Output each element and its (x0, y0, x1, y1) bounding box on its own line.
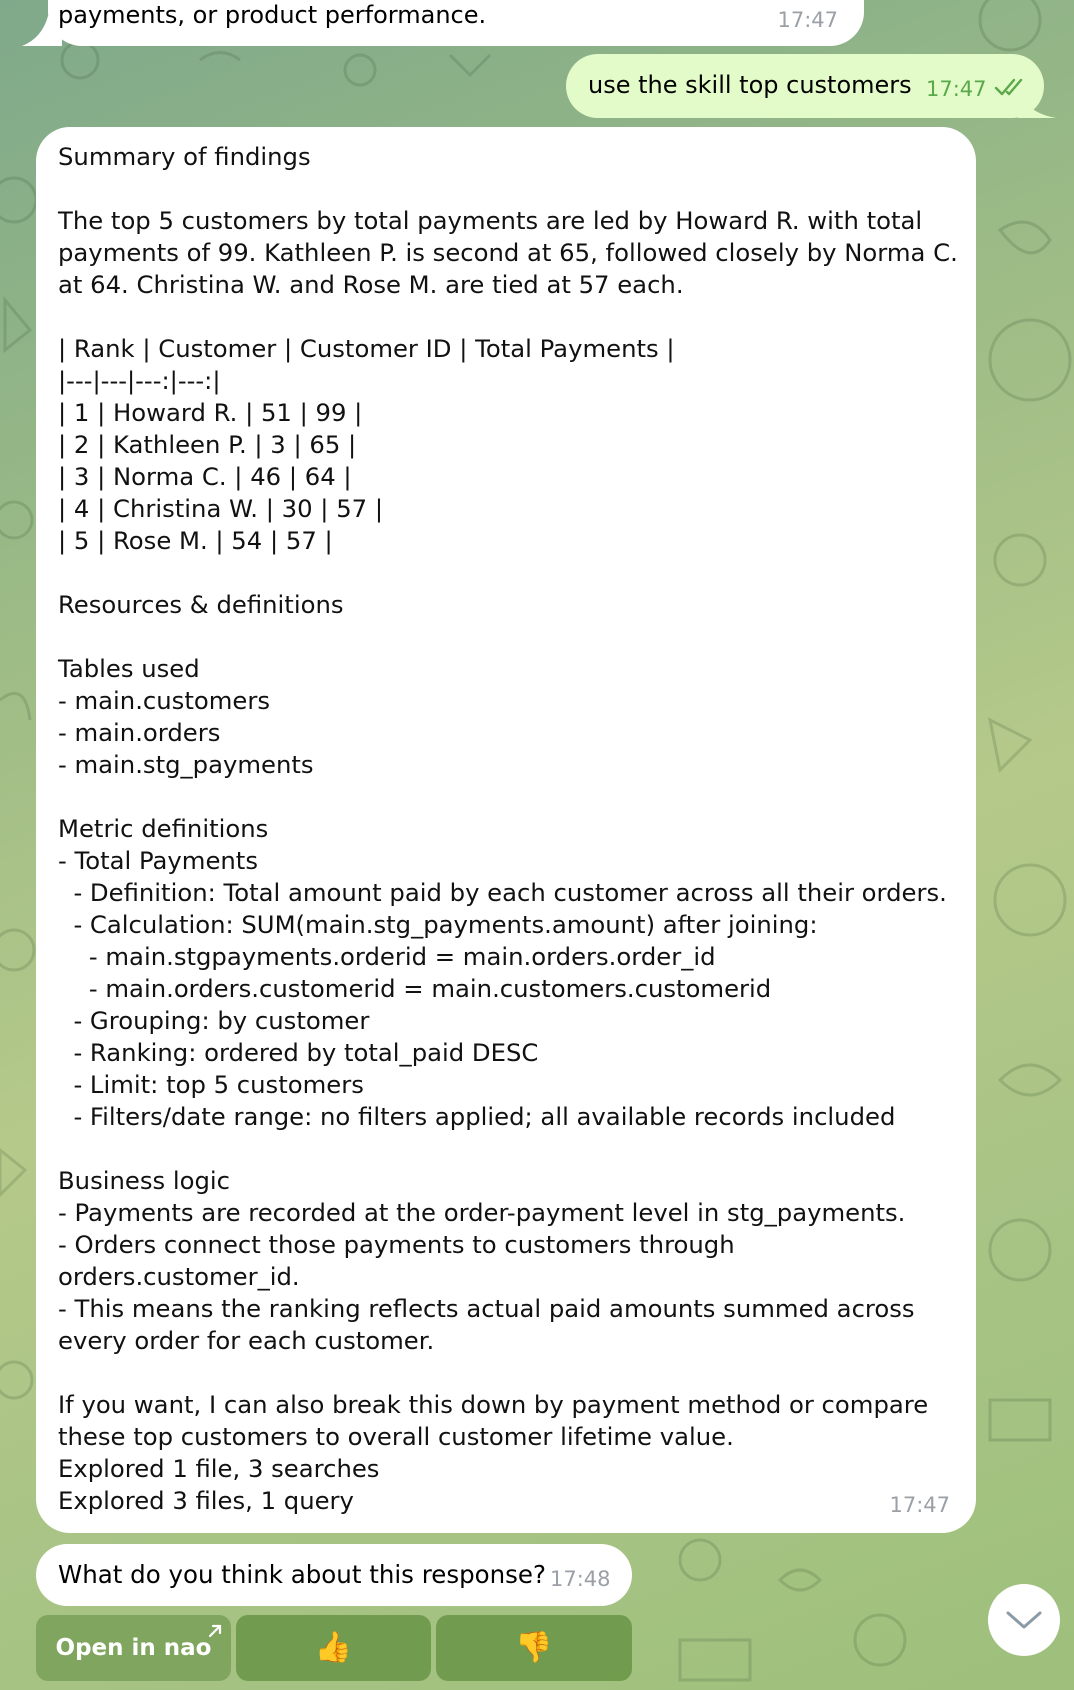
external-link-icon (207, 1623, 223, 1639)
thumbs-up-button[interactable] (236, 1615, 431, 1681)
message-line: Resources & definitions (58, 590, 344, 619)
message-line: - Total Payments (58, 846, 258, 875)
message-line: The top 5 customers by total payments are led by Howard R. with total (58, 206, 923, 235)
message-line: Explored 1 file, 3 searches (58, 1454, 380, 1483)
chevron-down-icon (1004, 1608, 1044, 1632)
bot-response-message (36, 127, 976, 1533)
feedback-question-message (36, 1544, 632, 1606)
message-line: payments of 99. Kathleen P. is second at 65, followed closely by Norma C. (58, 238, 958, 267)
message-line: | 1 | Howard R. | 51 | 99 | (58, 398, 363, 427)
message-line: | 5 | Rose M. | 54 | 57 | (58, 526, 333, 555)
thumbs-down-button[interactable] (436, 1615, 632, 1681)
message-line: - main.orders (58, 718, 221, 747)
outgoing-message (566, 54, 1044, 118)
previous-incoming-message (48, 0, 864, 46)
message-line (58, 301, 958, 333)
message-line: orders.customer_id. (58, 1262, 300, 1291)
message-line: Explored 3 files, 1 query (58, 1486, 354, 1515)
message-line (58, 621, 958, 653)
message-line: - Orders connect those payments to customers through (58, 1230, 735, 1259)
message-line: |---|---|---:|---:| (58, 366, 221, 395)
message-line: Metric definitions (58, 814, 269, 843)
feedback-question-text: What do you think about this response? (58, 1560, 546, 1589)
outgoing-message-text: use the skill top customers (588, 71, 912, 99)
bot-response-time: 17:47 (889, 1493, 950, 1517)
message-line: Summary of findings (58, 142, 311, 171)
message-line: Business logic (58, 1166, 231, 1195)
message-line: - Limit: top 5 customers (58, 1070, 364, 1099)
feedback-question-time: 17:48 (550, 1567, 611, 1591)
open-in-nao-button[interactable] (36, 1615, 231, 1681)
message-line: | 4 | Christina W. | 30 | 57 | (58, 494, 384, 523)
message-line: - main.stgpayments.orderid = main.orders.order_id (58, 942, 716, 971)
outgoing-message-time: 17:47 (926, 77, 987, 101)
message-line (58, 173, 958, 205)
message-line: If you want, I can also break this down by payment method or compare (58, 1390, 929, 1419)
message-line: - main.orders.customerid = main.customers.customerid (58, 974, 772, 1003)
thumbs-down-icon: 👎 (515, 1630, 553, 1665)
message-line: - Ranking: ordered by total_paid DESC (58, 1038, 539, 1067)
double-check-icon (994, 76, 1028, 98)
message-line: - main.customers (58, 686, 270, 715)
thumbs-up-icon: 👍 (314, 1630, 353, 1665)
message-line: - Calculation: SUM(main.stg_payments.amount) after joining: (58, 910, 818, 939)
open-in-nao-label: Open in nao (55, 1635, 212, 1661)
message-line: - Grouping: by customer (58, 1006, 370, 1035)
message-line: | 3 | Norma C. | 46 | 64 | (58, 462, 352, 491)
message-line: - Payments are recorded at the order-payment level in stg_payments. (58, 1198, 906, 1227)
message-line (58, 781, 958, 813)
message-line: every order for each customer. (58, 1326, 435, 1355)
message-line: | Rank | Customer | Customer ID | Total Payments | (58, 334, 675, 363)
previous-message-text: payments, or product performance. (58, 1, 487, 29)
message-line (58, 557, 958, 589)
message-line: Tables used (58, 654, 200, 683)
scroll-to-bottom-button[interactable] (988, 1584, 1060, 1656)
message-line: - Filters/date range: no filters applied; all available records included (58, 1102, 896, 1131)
bot-response-text (58, 141, 958, 1517)
previous-message-time: 17:47 (777, 8, 838, 32)
message-line: - Definition: Total amount paid by each customer across all their orders. (58, 878, 947, 907)
message-line (58, 1133, 958, 1165)
message-line: - main.stg_payments (58, 750, 314, 779)
message-line: - This means the ranking reflects actual paid amounts summed across (58, 1294, 915, 1323)
message-line: at 64. Christina W. and Rose M. are tied at 57 each. (58, 270, 684, 299)
message-line (58, 1357, 958, 1389)
message-line: | 2 | Kathleen P. | 3 | 65 | (58, 430, 357, 459)
message-line: these top customers to overall customer lifetime value. (58, 1422, 734, 1451)
